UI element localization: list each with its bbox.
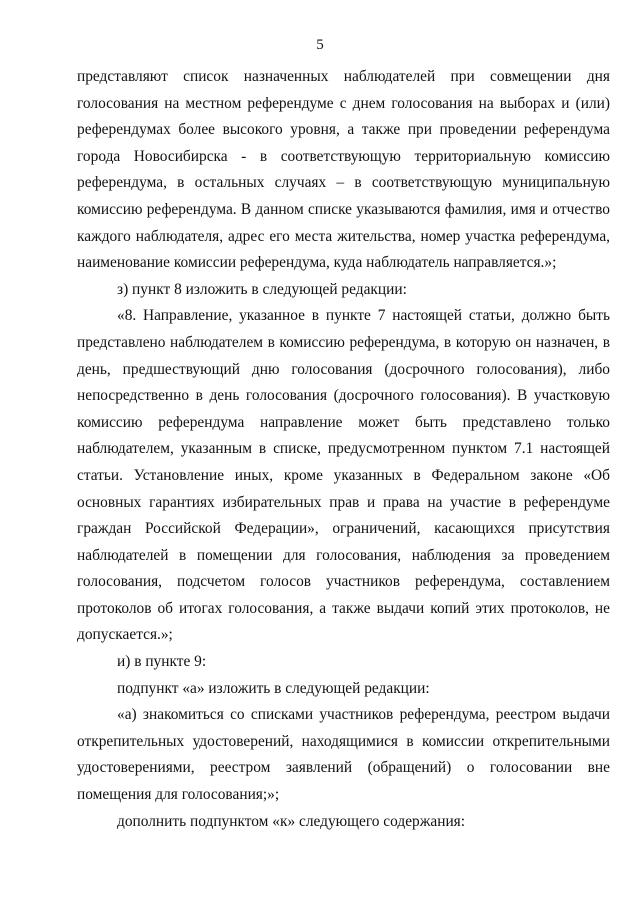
paragraph-subitem-a-heading: подпункт «а» изложить в следующей редакции: bbox=[117, 679, 430, 697]
paragraph-item-z-heading: з) пункт 8 изложить в следующей редакции: bbox=[117, 280, 407, 298]
paragraph-item-i-heading: и) в пункте 9: bbox=[117, 653, 207, 671]
paragraph-subitem-a-text: «а) знакомиться со списками участников референдума, реестром выдачи открепительных удостоверений, находящимися в комиссии открепительными удостоверениями, реестром заявлений (обращений) о голосовании вне помещения для голосования;»; bbox=[77, 706, 610, 804]
paragraph-observer-list-continuation: представляют список назначенных наблюдателей при совмещении дня голосования на местном референдуме с днем голосования на выборах и (или) референдумах более высокого уровня, а также при проведении референдума города Новосибирска - в соответствующую территориальную комиссию референдума, в остальных случаях – в соответствующую муниципальную комиссию референдума. В данном списке указываются фамилия, имя и отчество каждого наблюдателя, адрес его места жительства, номер участка референдума, наименование комиссии референдума, куда наблюдатель направляется.»; bbox=[77, 68, 610, 272]
paragraph-subitem-k-heading: дополнить подпунктом «к» следующего содержания: bbox=[117, 812, 466, 830]
page-number: 5 bbox=[316, 37, 324, 53]
document-body bbox=[77, 64, 610, 835]
paragraph-item-8-text: «8. Направление, указанное в пункте 7 настоящей статьи, должно быть представлено наблюдателем в комиссию референдума, в которую он назначен, в день, предшествующий дню голосования (досрочного голосования), либо непосредственно в день голосования (досрочного голосования). В участковую комиссию референдума направление может быть представлено только наблюдателем, указанным в списке, предусмотренном пунктом 7.1 настоящей статьи. Установление иных, кроме указанных в Федеральном законе «Об основных гарантиях избирательных прав и права на участие в референдуме граждан Российской Федерации», ограничений, касающихся присутствия наблюдателей в помещении для голосования, наблюдения за проведением голосования, подсчетом голосов участников референдума, составлением протоколов об итогах голосования, а также выдачи копий этих протоколов, не допускается.»; bbox=[77, 307, 610, 644]
